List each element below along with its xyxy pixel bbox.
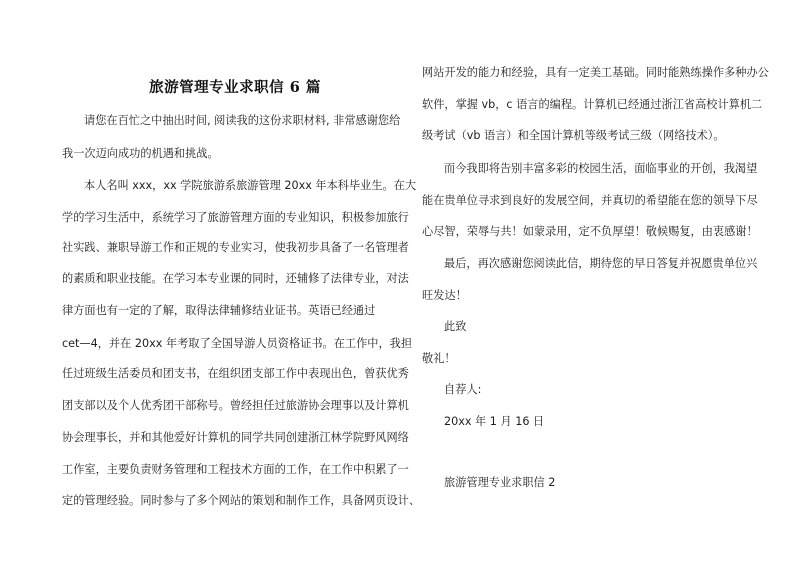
letter-date: 20xx 年 1 月 16 日 xyxy=(444,415,545,428)
paragraph-line: 学的学习生活中，系统学习了旅游管理方面的专业知识，积极参加旅行 xyxy=(62,211,409,224)
paragraph-line: 定的管理经验。同时参与了多个网站的策划和制作工作，具备网页设计、 xyxy=(62,494,421,507)
paragraph-line: 的素质和职业技能。在学习本专业课的同时，还辅修了法律专业，对法 xyxy=(62,272,409,285)
paragraph-line: 软件，掌握 vb，c 语言的编程。计算机已经通过浙江省高校计算机二 xyxy=(422,98,763,111)
paragraph-line: 我一次迈向成功的机遇和挑战。 xyxy=(62,147,219,160)
paragraph-line: 团支部以及个人优秀团干部称号。曾经担任过旅游协会理事以及计算机 xyxy=(62,399,409,412)
salutation-regards: 敬礼！ xyxy=(422,352,456,365)
paragraph-line: 最后，再次感谢您阅读此信，期待您的早日答复并祝愿贵单位兴 xyxy=(444,257,758,270)
paragraph-line: 社实践、兼职导游工作和正规的专业实习，使我初步具备了一名管理者 xyxy=(62,241,409,254)
paragraph-line: 本人名叫 xxx，xx 学院旅游系旅游管理 20xx 年本科毕业生。在大 xyxy=(84,179,417,192)
signature-label: 自荐人: xyxy=(444,383,482,396)
paragraph-line: 协会理事长，并和其他爱好计算机的同学共同创建浙江林学院野风网络 xyxy=(62,431,409,444)
paragraph-line: 任过班级生活委员和团支书，在组织团支部工作中表现出色，曾获优秀 xyxy=(62,367,409,380)
paragraph-line: 心尽智，荣辱与共！如蒙录用，定不负厚望！敬候赐复，由衷感谢！ xyxy=(422,225,758,238)
paragraph-line: 请您在百忙之中抽出时间, 阅读我的这份求职材料, 非常感谢您给 xyxy=(84,114,401,127)
paragraph-line: 网站开发的能力和经验，具有一定美工基础。同时能熟练操作多种办公 xyxy=(422,66,769,79)
next-section-heading: 旅游管理专业求职信 2 xyxy=(444,476,556,489)
paragraph-line: 律方面也有一定的了解，取得法律辅修结业证书。英语已经通过 xyxy=(62,304,376,317)
paragraph-line: 旺发达！ xyxy=(422,289,467,302)
salutation-closing: 此致 xyxy=(444,320,467,333)
paragraph-line: 级考试（vb 语言）和全国计算机等级考试三级（网络技术）。 xyxy=(422,129,725,142)
paragraph-line: cet—4，并在 20xx 年考取了全国导游人员资格证书。在工作中，我担 xyxy=(62,337,413,350)
document-title: 旅游管理专业求职信 6 篇 xyxy=(149,79,321,96)
paragraph-line: 而今我即将告别丰富多彩的校园生活，面临事业的开创，我渴望 xyxy=(444,162,758,175)
paragraph-line: 工作室，主要负责财务管理和工程技术方面的工作，在工作中积累了一 xyxy=(62,463,409,476)
paragraph-line: 能在贵单位寻求到良好的发展空间，并真切的希望能在您的领导下尽 xyxy=(422,194,758,207)
